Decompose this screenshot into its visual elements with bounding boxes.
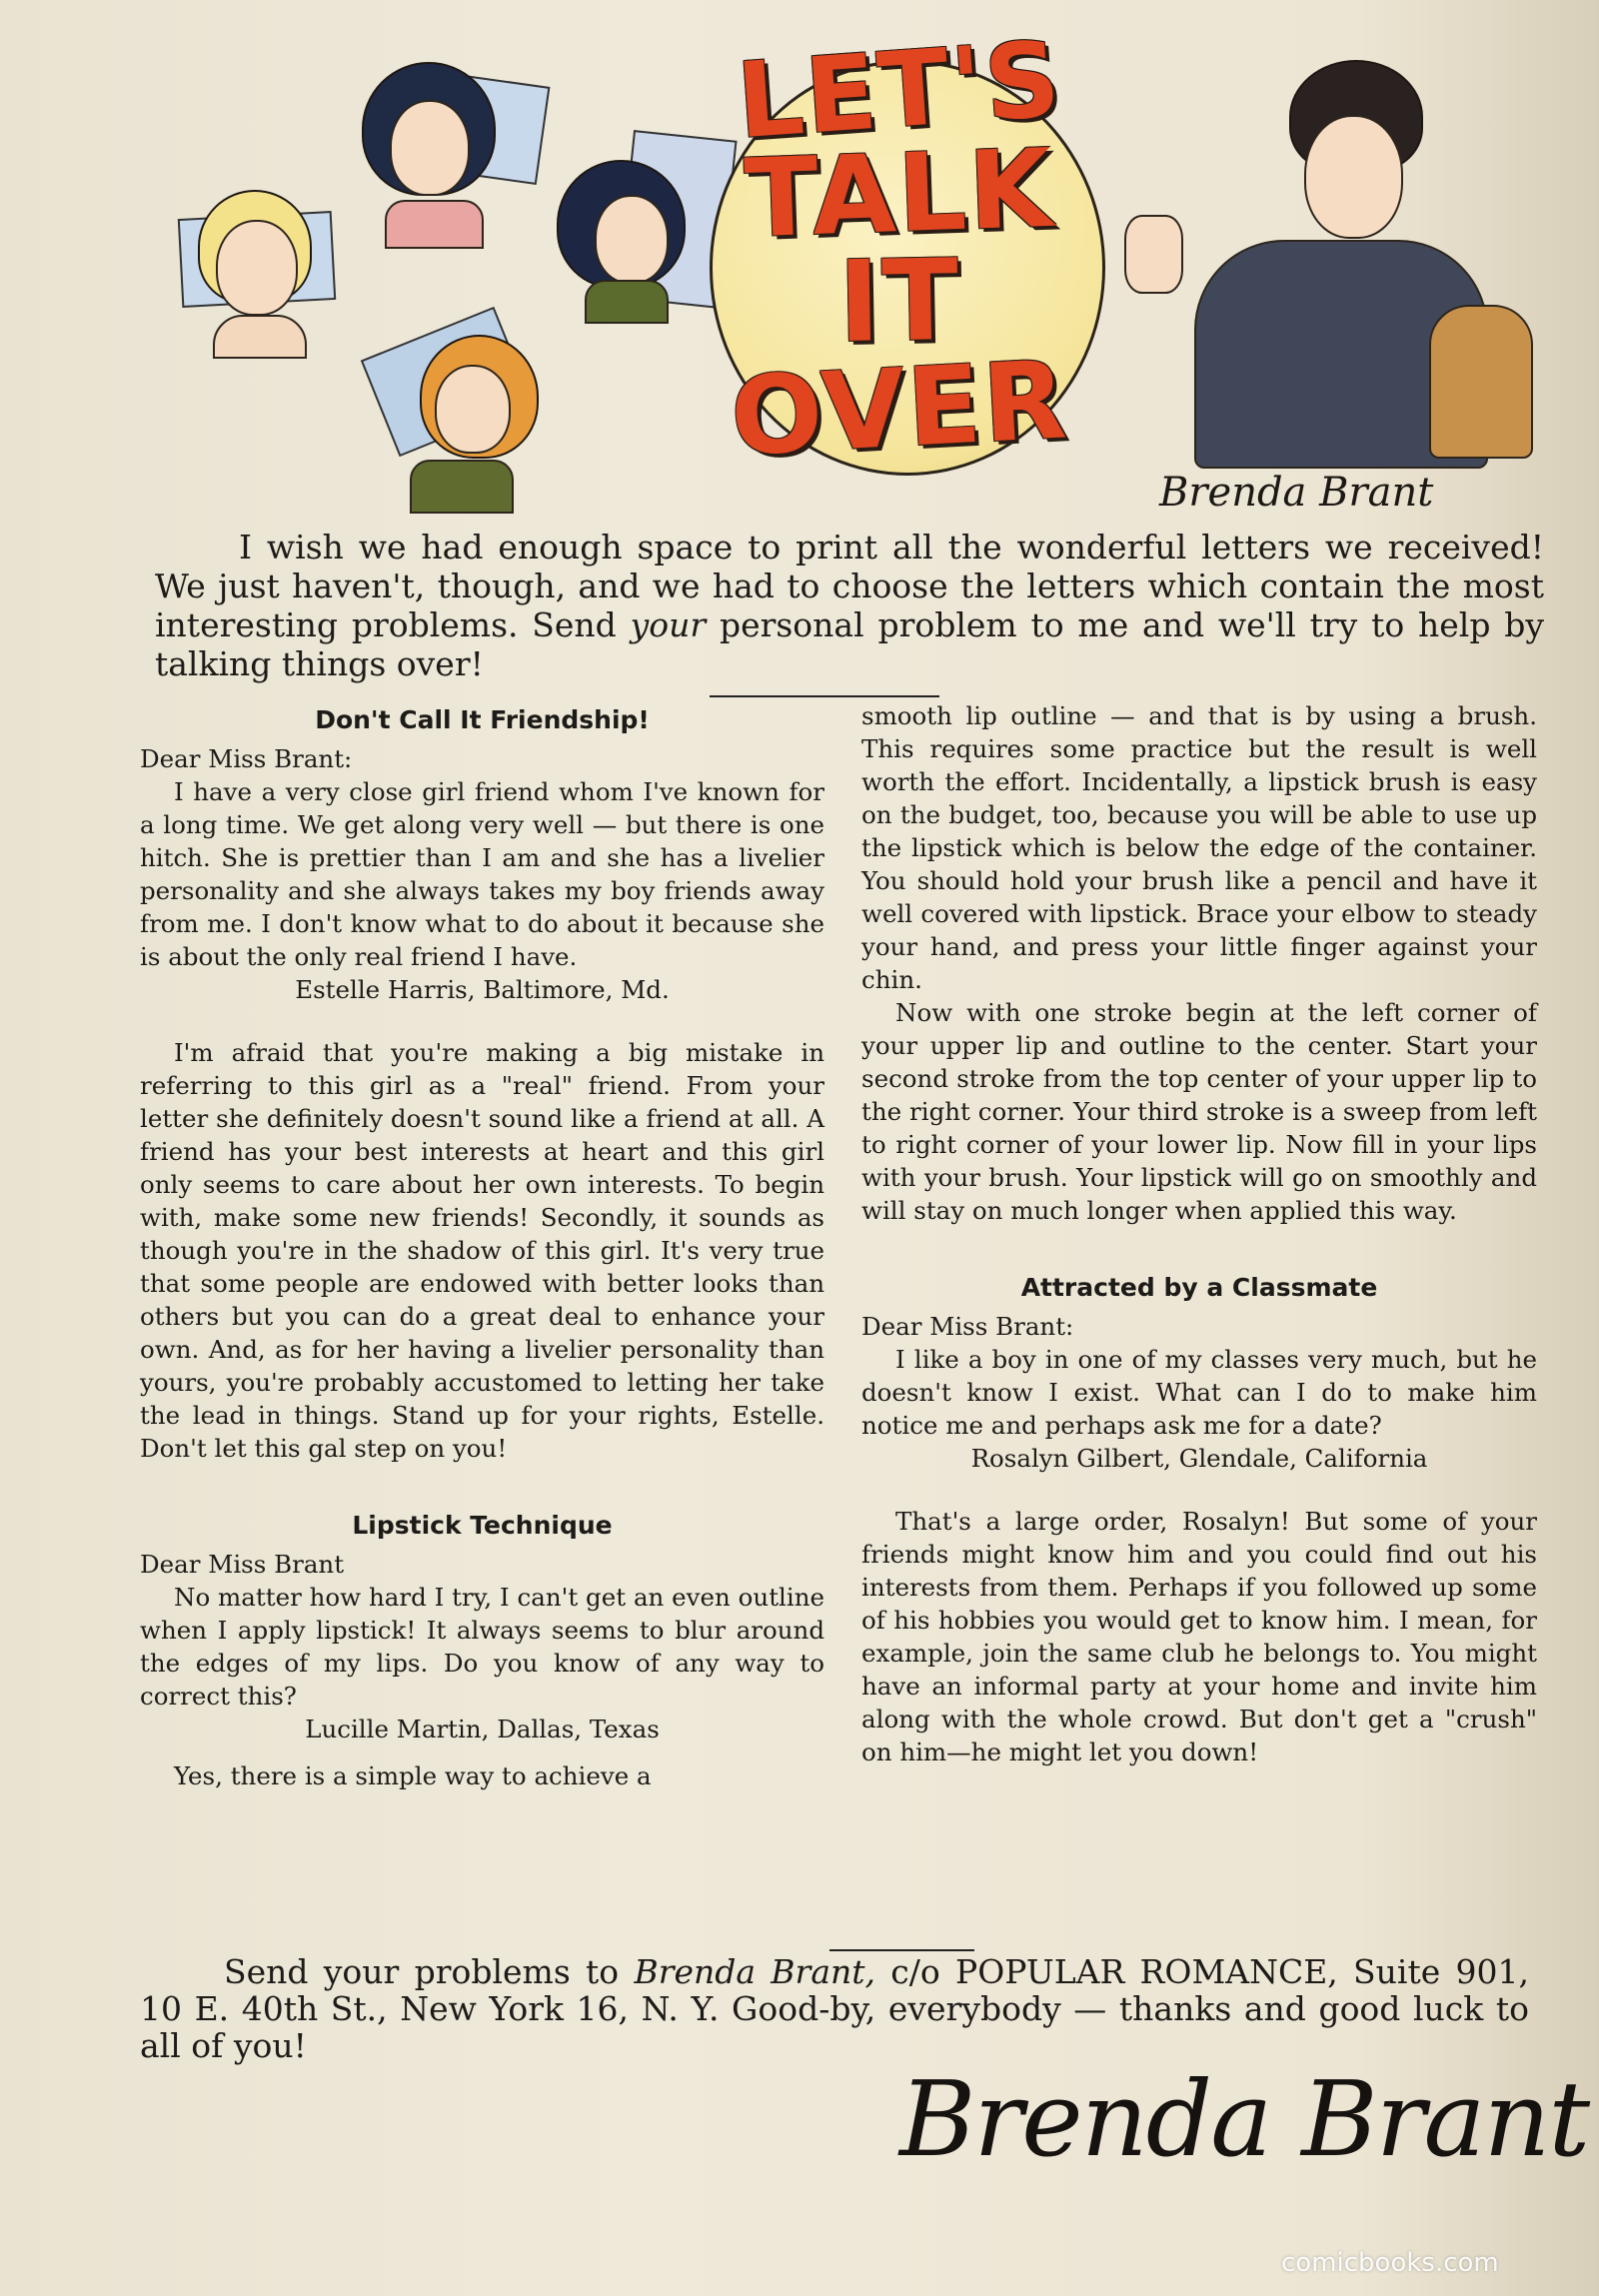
salutation: Dear Miss Brant — [140, 1550, 345, 1579]
letter-title: Lipstick Technique — [352, 1511, 613, 1540]
footer-text: c/o POPULAR ROMANCE, Suite 901, 10 E. 40th St., New York 16, N. Y. Good-by, everybody — thanks and good luck to all of you! — [140, 1952, 1529, 2065]
blonde-girl-illustration — [178, 190, 348, 370]
left-column — [140, 699, 824, 1792]
letter-question: I have a very close girl friend whom I've known for a long time. We get along very well — but there is one hitch. She is prettier than I am and she has a livelier personality and she always takes my boy friends away from me. I don't know what to do about it because she is about the only real friend I have. — [140, 777, 824, 971]
right-column — [861, 699, 1537, 1768]
salutation: Dear Miss Brant: — [861, 1312, 1074, 1341]
divider — [710, 695, 939, 697]
letter-answer: That's a large order, Rosalyn! But some of your friends might know him and you could find out his interests from them. Perhaps if you followed up some of his hobbies you would get to know him. I mean, for example, join the same club he belongs to. You might have an informal party at your home and invite him along with the whole crowd. But don't get a "crush" on him—he might let you down! — [861, 1507, 1537, 1766]
salutation: Dear Miss Brant: — [140, 744, 353, 773]
letter-title: Don't Call It Friendship! — [315, 705, 650, 734]
letter-answer: Yes, there is a simple way to achieve a — [174, 1761, 652, 1790]
header-illustration — [0, 0, 1599, 540]
footer-paragraph — [140, 1953, 1529, 2064]
letter-question: No matter how hard I try, I can't get an even outline when I apply lipstick! It always seems to blur around the edges of my lips. Do you know of any way to correct this? — [140, 1583, 824, 1711]
brenda-brant-portrait — [1099, 55, 1549, 475]
letter-answer-continued: smooth lip outline — and that is by using a brush. This requires some practice but the result is well worth the effort. Incidentally, a lipstick brush is easy on the budget, too, because you will be able to use up the lipstick which is below the edge of the container. You should hold your brush like a pencil and have it well covered with lipstick. Brace your elbow to steady your hand, and press your little finger against your chin. — [861, 701, 1537, 994]
letter-answer: Now with one stroke begin at the left corner of your upper lip and outline to the center. Start your second stroke from the top center of your upper lip to the right corner. Your third stroke is a sweep from left to right corner of your lower lip. Now fill in your lips with your brush. Your lipstick will go on smoothly and will stay on much longer when applied this way. — [861, 998, 1537, 1225]
divider — [829, 1949, 974, 1951]
page-title — [690, 17, 1109, 482]
watermark: comicbooks.com — [1281, 2248, 1499, 2278]
footer-name: Brenda Brant, — [634, 1952, 876, 1991]
header-signature: Brenda Brant — [1159, 470, 1434, 516]
title-line: LET'S — [733, 17, 1066, 163]
letter-signature: Estelle Harris, Baltimore, Md. — [295, 975, 670, 1004]
letter-signature: Lucille Martin, Dallas, Texas — [305, 1715, 660, 1743]
letter-answer: I'm afraid that you're making a big mistake in referring to this girl as a "real" friend. From your letter she definitely doesn't sound like a friend at all. A friend has your best interests at heart and this girl only seems to care about her own interests. To begin with, make some new friends! Secondly, it sounds as though you're in the shadow of this girl. It's very true that some people are endowed with better looks than others but you can do a great deal to enhance your own. And, as for her having a livelier personality than yours, you're probably accustomed to letting her take the lead in things. Stand up for your rights, Estelle. Don't let this gal step on you! — [140, 1038, 824, 1463]
letter-signature: Rosalyn Gilbert, Glendale, California — [970, 1444, 1428, 1473]
intro-emphasis: your — [630, 605, 707, 644]
dark-haired-girl-illustration — [360, 60, 560, 260]
redhead-girl-illustration — [375, 310, 555, 520]
title-line: IT — [836, 235, 962, 368]
letter-question: I like a boy in one of my classes very much, but he doesn't know I exist. What can I do to make him notice me and perhaps ask me for a date? — [861, 1345, 1537, 1440]
letter-title: Attracted by a Classmate — [1020, 1273, 1378, 1302]
intro-text: I wish we had enough space to print all the wonderful letters we received! We just haven't, though, and we had to choose the letters which contain the most interesting problems. Send — [155, 528, 1544, 644]
intro-paragraph — [155, 528, 1544, 683]
footer-text: Send your problems to — [224, 1952, 635, 1991]
title-line: TALK — [743, 126, 1056, 263]
title-line: OVER — [728, 338, 1071, 482]
intro-text: personal problem to me and we'll try to help by talking things over! — [155, 605, 1544, 683]
footer-signature: Brenda Brant — [899, 2058, 1589, 2180]
